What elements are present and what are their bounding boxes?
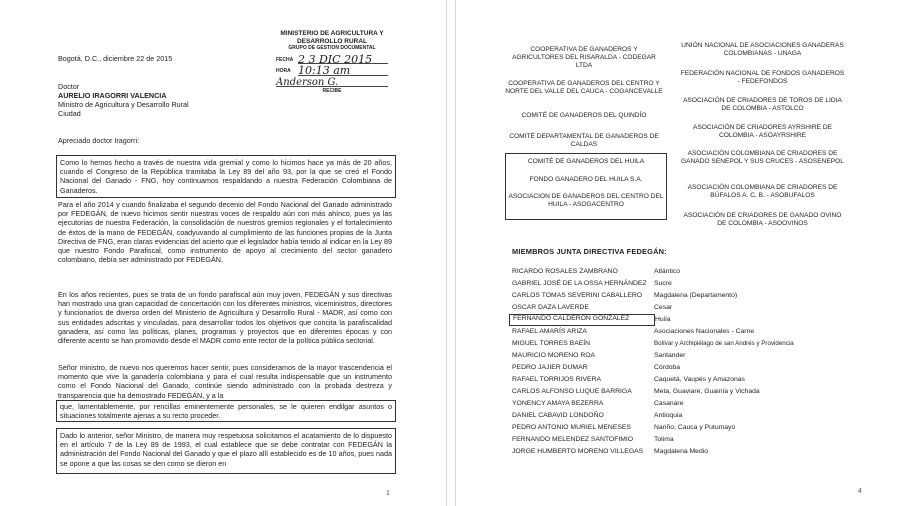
board-row: [512, 364, 832, 372]
board-member-region: Nariño, Cauca y Putumayo: [654, 424, 736, 431]
board-row: [512, 340, 832, 348]
board-member-name: RICARDO ROSALES ZAMBRANO: [512, 268, 618, 275]
board-row: [512, 400, 832, 408]
board-member-name: RAFAEL TORRIJOS RIVERA: [512, 376, 602, 383]
board-member-name: JORGE HUMBERTO MORENO VILLEGAS: [512, 448, 644, 455]
board-member-region: Tolima: [654, 436, 674, 443]
page-number-1: 1: [386, 490, 390, 497]
stamp-signature: Anderson G.: [276, 79, 388, 88]
paragraph-1-boxed: Como lo hemos hecho a través de nuestra vida gremial y como lo hicimos hace ya más de 20 años, cuando el Congreso de la República tramitaba la Ley 89 del año 93, por la que se creó el Fondo Nacional del Ganado - FNG, hoy continuamos respaldando a nuestra Federación Colombiana de Ganaderos.: [56, 155, 396, 198]
addressee-title: Ministro de Agricultura y Desarrollo Rural: [58, 100, 189, 109]
board-member-region: Bolívar y Archipiélago de san Andrés y Providencia: [654, 340, 794, 347]
org-left-7: ASOCIACION DE GANADEROS DEL CENTRO DEL HUILA - ASOGACENTRO: [508, 193, 664, 208]
addressee-city: Ciudad: [58, 109, 81, 118]
paragraph-4: Señor ministro, de nuevo nos queremos hacer sentir, pues consideramos de la mayor trascendencia el momento que vive la ganadería colombiana y para el cual resulta indispensable que un instrumento como el Fondo Nacional del Ganado, continúe siendo administrado con la probada destreza y transparencia que ha demostrado FEDEGÁN, y a la: [58, 363, 392, 400]
board-member-name: CARLOS TOMAS SEVERINI CABALLERO: [512, 292, 643, 299]
board-member-region: Cesar: [654, 304, 673, 311]
board-member-name: OSCAR DAZA LAVERDE: [512, 304, 589, 311]
board-member-region: Asociaciones Nacionales - Carne: [654, 328, 755, 335]
huila-orgs-box: [505, 153, 667, 220]
board-member-name: DANIEL CABAVID LONDOÑO: [512, 412, 604, 419]
board-row: [512, 376, 832, 384]
org-left-4: COMITÉ DEPARTAMENTAL DE GANADEROS DE CALDAS: [509, 133, 659, 148]
stamp-fecha-value: 2 3 DIC 2015: [298, 56, 388, 65]
board-member-name: RAFAEL AMARÍS ARIZA: [512, 328, 587, 335]
salutation-prefix: Doctor: [58, 82, 80, 91]
board-member-name: PEDRO JAJIER DUMAR: [512, 364, 588, 371]
board-row: [512, 448, 832, 456]
board-row: [512, 352, 832, 360]
stamp-fecha-label: FECHA: [276, 56, 294, 63]
org-right-3: ASOCIACIÓN DE CRIADORES DE TOROS DE LIDIA DE COLOMBIA - ASTOLCO: [683, 97, 842, 112]
board-row: [512, 424, 832, 432]
paragraph-3: En los años recientes, pues se trata de un fondo parafiscal aún muy joven, FEDEGÁN y sus directivas han mostrado una gran capacidad de concertación con los diferentes ministros, viceministros, directores y funcionarios de diverso orden del Ministerio de Agricultura y Desarrollo Rural - MADR, así como con sus entidades adscritas y vinculadas, para desarrollar todos los objetivos que concita la parafiscalidad ganadera, así como las políticas, planes, programas y proyectos que en diferentes épocas y con diferente acento se han promovido desde el MADR como ente rector de la política pública sectorial.: [58, 290, 392, 346]
org-right-4: ASOCIACIÓN DE CRIADORES AYRSHIRE DE COLOMBIA - ASOAYRSHIRE: [692, 124, 833, 139]
board-member-name: FERNANDO MELENDEZ SANTOFIMIO: [512, 436, 634, 443]
board-row: [512, 412, 832, 420]
org-right-7: ASOCIACIÓN DE CRIADORES DE GANADO OVINO DE COLOMBIA - ASOOVINOS: [683, 212, 842, 227]
board-member-region: Córdoba: [654, 364, 681, 371]
board-member-name: FERNANDO CALDERÓN GONZÁLEZ: [513, 315, 630, 322]
paragraph-5-boxed: Dado lo anterior, señor Ministro, de manera muy respetuosa solicitamos el acatamiento de lo dispuesto en el artículo 7 de la Ley 89 de 1993, el cual establece que se debe contratar con FEDEGÁN la administración del Fondo Nacional del Ganado y que el plazo allí establecido es de 10 años, pues nada se opone a que las cosas se den como se dieron en: [56, 428, 396, 474]
board-member-region: Atlántico: [654, 268, 681, 275]
stamp-recibe: RECIBE: [322, 88, 342, 94]
paragraph-2: Para el año 2014 y cuando finalizaba el segundo decenio del Fondo Nacional del Ganado administrado por FEDEGÁN, de nuevo hicimos sentir nuestras voces de respaldo aún con más ahínco, pues ya las ejecutorias de nuestra Federación, la consolidación de nuestros gremios regionales y el fortalecimiento de éxtos de la mano de FEDEGÁN, coadyuvando al cumplimiento de las funciones propias de la Junta Directiva de FNG, eran claras evidencias del acierto que el legislador había tenido al indicar en la Ley 89 que nuestro Fondo Parafiscal, como instrumento de apoyo al crecimiento del sector ganadero colombiano, debía ser administrado por FEDEGÁN.: [58, 200, 392, 265]
board-row: [512, 292, 832, 300]
board-member-name: MIGUEL TORRES BAEÍN: [512, 340, 591, 347]
board-row: [512, 304, 832, 312]
board-member-region: Antioquia: [654, 412, 683, 419]
board-member-region: Casanare: [654, 400, 684, 407]
received-stamp: [276, 30, 388, 108]
highlighted-member-box: [509, 314, 655, 326]
stamp-hora-value: 10:13 am: [298, 67, 388, 76]
board-member-name: CARLOS ALFONSO LUQUE BARRIGA: [512, 388, 632, 395]
board-member-region: Santander: [654, 352, 686, 359]
page-number-4: 4: [858, 488, 862, 495]
org-right-2: FEDERACIÓN NACIONAL DE FONDOS GANADEROS - FEDEFONDOS: [680, 70, 845, 85]
paragraph-4-boxed: que, lamentablemente, por rencillas eminentemente personales, se le quieren endilgar asuntos o situaciones totalmente ajenas a su recto proceder.: [56, 400, 396, 422]
board-row: [512, 328, 832, 336]
board-row: [512, 436, 832, 444]
board-row: [512, 388, 832, 396]
board-member-name: PEDRO ANTONIO MURIEL MENESES: [512, 424, 631, 431]
board-member-name: YONENCY AMAYA BEZERRA: [512, 400, 604, 407]
org-left-6: FONDO GANADERO DEL HUILA S.A.: [529, 176, 643, 183]
board-member-region: Meta, Guaviare, Guainía y Vichada: [654, 388, 760, 395]
letter-page-1: [0, 0, 447, 506]
org-left-5: COMITÉ DE GANADEROS DEL HUILA: [527, 158, 645, 165]
greeting: Apreciado doctor Iragorri:: [58, 136, 140, 145]
board-member-region: Sucre: [654, 280, 672, 287]
board-member-region: Magdalena (Departamento): [654, 292, 738, 299]
board-row: [512, 280, 832, 288]
letter-date: Bogotá, D.C., diciembre 22 de 2015: [58, 54, 173, 63]
board-member-region: Caquetá, Vaupés y Amazonas: [654, 376, 745, 383]
board-member-name: GABRIEL JOSÉ DE LA OSSA HERNÁNDEZ: [512, 280, 647, 287]
stamp-hora-label: HORA: [276, 68, 291, 74]
org-right-1: UNIÓN NACIONAL DE ASOCIACIONES GANADERAS COLOMBIANAS - UNAGA: [681, 42, 844, 57]
board-title: MIEMBROS JUNTA DIRECTIVA FEDEGÁN:: [512, 247, 667, 256]
addressee-name: AURELIO IRAGORRI VALENCIA: [58, 91, 167, 100]
org-right-5: ASOCIACIÓN COLOMBIANA DE CRIADORES DE GANADO SENEPOL Y SUS CRUCES - ASOSENEPOL: [681, 150, 844, 165]
board-row: [512, 268, 832, 276]
org-right-6: ASOCIACIÓN COLOMBIANA DE CRIADORES DE BÚFALOS A. C. B. - ASOBUFALOS: [687, 184, 838, 199]
org-left-2: COOPERATIVA DE GANADEROS DEL CENTRO Y NORTE DEL VALLE DEL CAUCA - COGANCEVALLE: [505, 80, 663, 95]
board-member-region: Huila: [655, 316, 671, 323]
org-left-3: COMITÉ DE GANADEROS DEL QUINDÍO: [521, 112, 647, 119]
board-member-region: Magdalena Medio: [654, 448, 709, 455]
stamp-subtitle: GRUPO DE GESTION DOCUMENTAL: [288, 45, 376, 51]
board-member-name: MAURICIO MORENO ROA: [512, 352, 596, 359]
org-left-1: COOPERATIVA DE GANADEROS Y AGRICULTORES DEL RISARALDA - CODEGAR LTDA: [512, 46, 656, 69]
stamp-title: MINISTERIO DE AGRICULTURA Y DESARROLLO RURAL: [280, 30, 384, 45]
